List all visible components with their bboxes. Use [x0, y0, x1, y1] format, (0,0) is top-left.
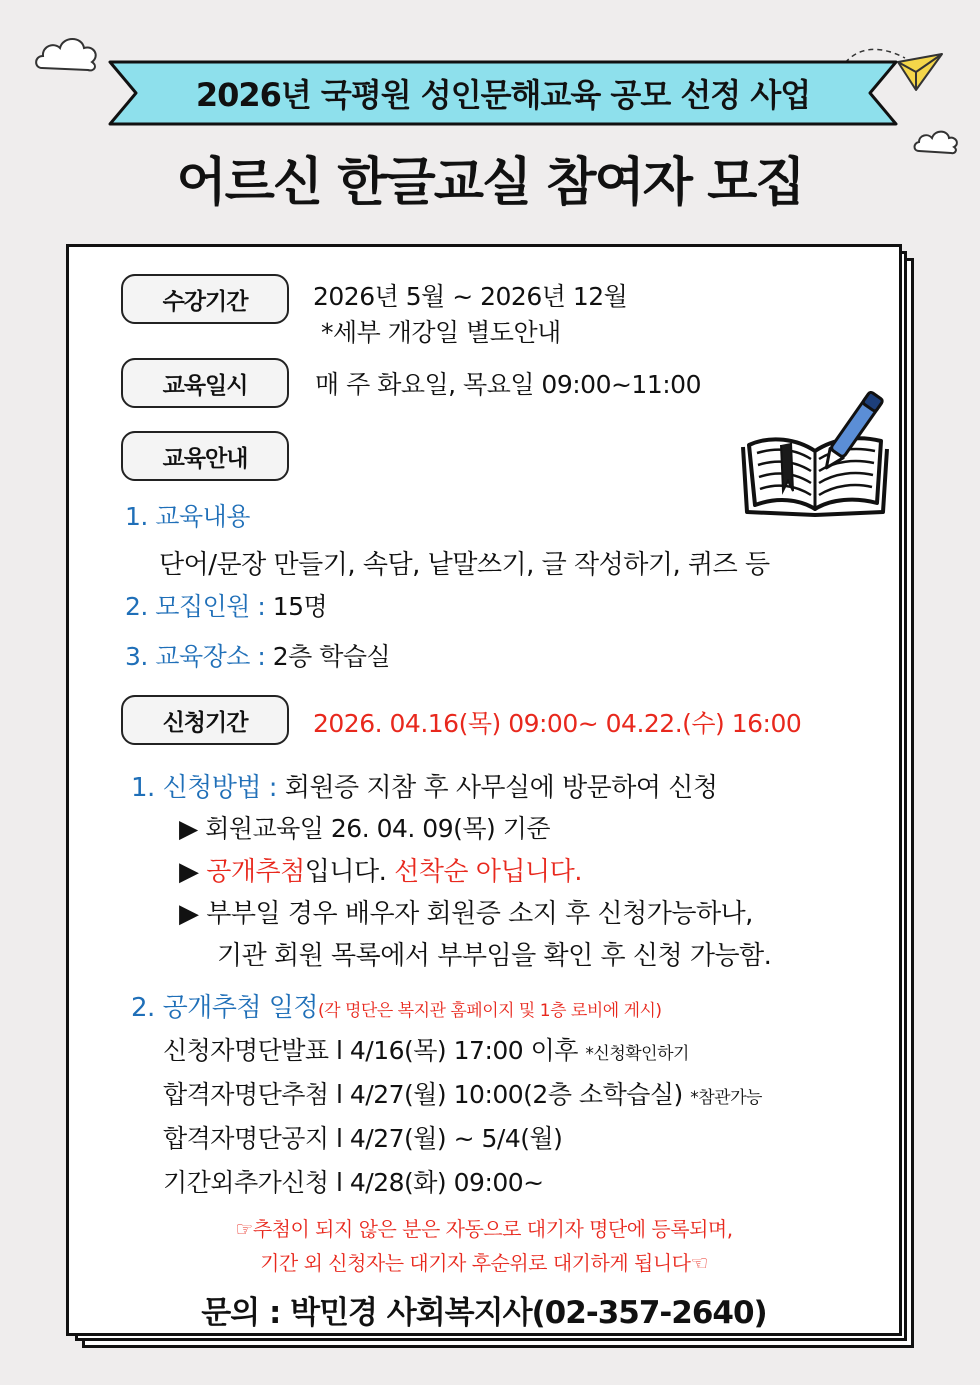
content-title: 1. 교육내용 — [125, 502, 250, 531]
method-line: 1. 신청방법 : 회원증 지참 후 사무실에 방문하여 신청 — [131, 773, 718, 803]
bullet-1: ▶ 회원교육일 26. 04. 09(목) 기준 — [179, 814, 551, 843]
draw-title-line: 2. 공개추첨 일정(각 명단은 복지관 홈페이지 및 1층 로비에 게시) — [131, 993, 662, 1023]
capacity-line: 2. 모집인원 : 15명 — [125, 592, 328, 621]
draw-row-2: 합격자명단추첨 l 4/27(월) 10:00(2층 소학습실) *참관가능 — [163, 1080, 762, 1109]
schedule-value: 매 주 화요일, 목요일 09:00~11:00 — [315, 370, 701, 399]
notice-line-1: ☞추첨이 되지 않은 분은 자동으로 대기자 명단에 등록되며, — [235, 1217, 733, 1241]
content-value: 단어/문장 만들기, 속담, 낱말쓰기, 글 작성하기, 퀴즈 등 — [159, 550, 770, 580]
location-line: 3. 교육장소 : 2층 학습실 — [125, 642, 391, 671]
cloud-icon — [32, 30, 104, 76]
notice-line-2: 기간 외 신청자는 대기자 후순위로 대기하게 됩니다☜ — [260, 1251, 708, 1275]
draw-row-3: 합격자명단공지 l 4/27(월) ~ 5/4(월) — [163, 1124, 563, 1153]
guide-label: 교육안내 — [121, 431, 289, 481]
period-value: 2026년 5월 ~ 2026년 12월 — [313, 282, 628, 311]
bullet-3: ▶ 부부일 경우 배우자 회원증 소지 후 신청가능하나, — [179, 899, 753, 929]
contact-info: 문의 : 박민경 사회복지사(02-357-2640) — [201, 1295, 767, 1331]
content-sheet — [66, 244, 902, 1336]
page-title: 어르신 한글교실 참여자 모집 — [176, 153, 804, 213]
draw-row-4: 기간외추가신청 l 4/28(화) 09:00~ — [163, 1168, 544, 1197]
schedule-label: 교육일시 — [121, 358, 289, 408]
period-note: *세부 개강일 별도안내 — [321, 318, 561, 347]
banner-text: 2026년 국평원 성인문해교육 공모 선정 사업 — [195, 76, 811, 114]
draw-row-1: 신청자명단발표 l 4/16(목) 17:00 이후 *신청확인하기 — [163, 1036, 689, 1065]
period-label: 수강기간 — [121, 274, 289, 324]
apply-label: 신청기간 — [121, 695, 289, 745]
bullet-2: ▶ 공개추첨입니다. 선착순 아닙니다. — [179, 857, 582, 887]
book-pen-icon — [737, 387, 893, 527]
apply-period: 2026. 04.16(목) 09:00~ 04.22.(수) 16:00 — [313, 709, 802, 738]
bullet-3-cont: 기관 회원 목록에서 부부임을 확인 후 신청 가능함. — [217, 941, 772, 971]
